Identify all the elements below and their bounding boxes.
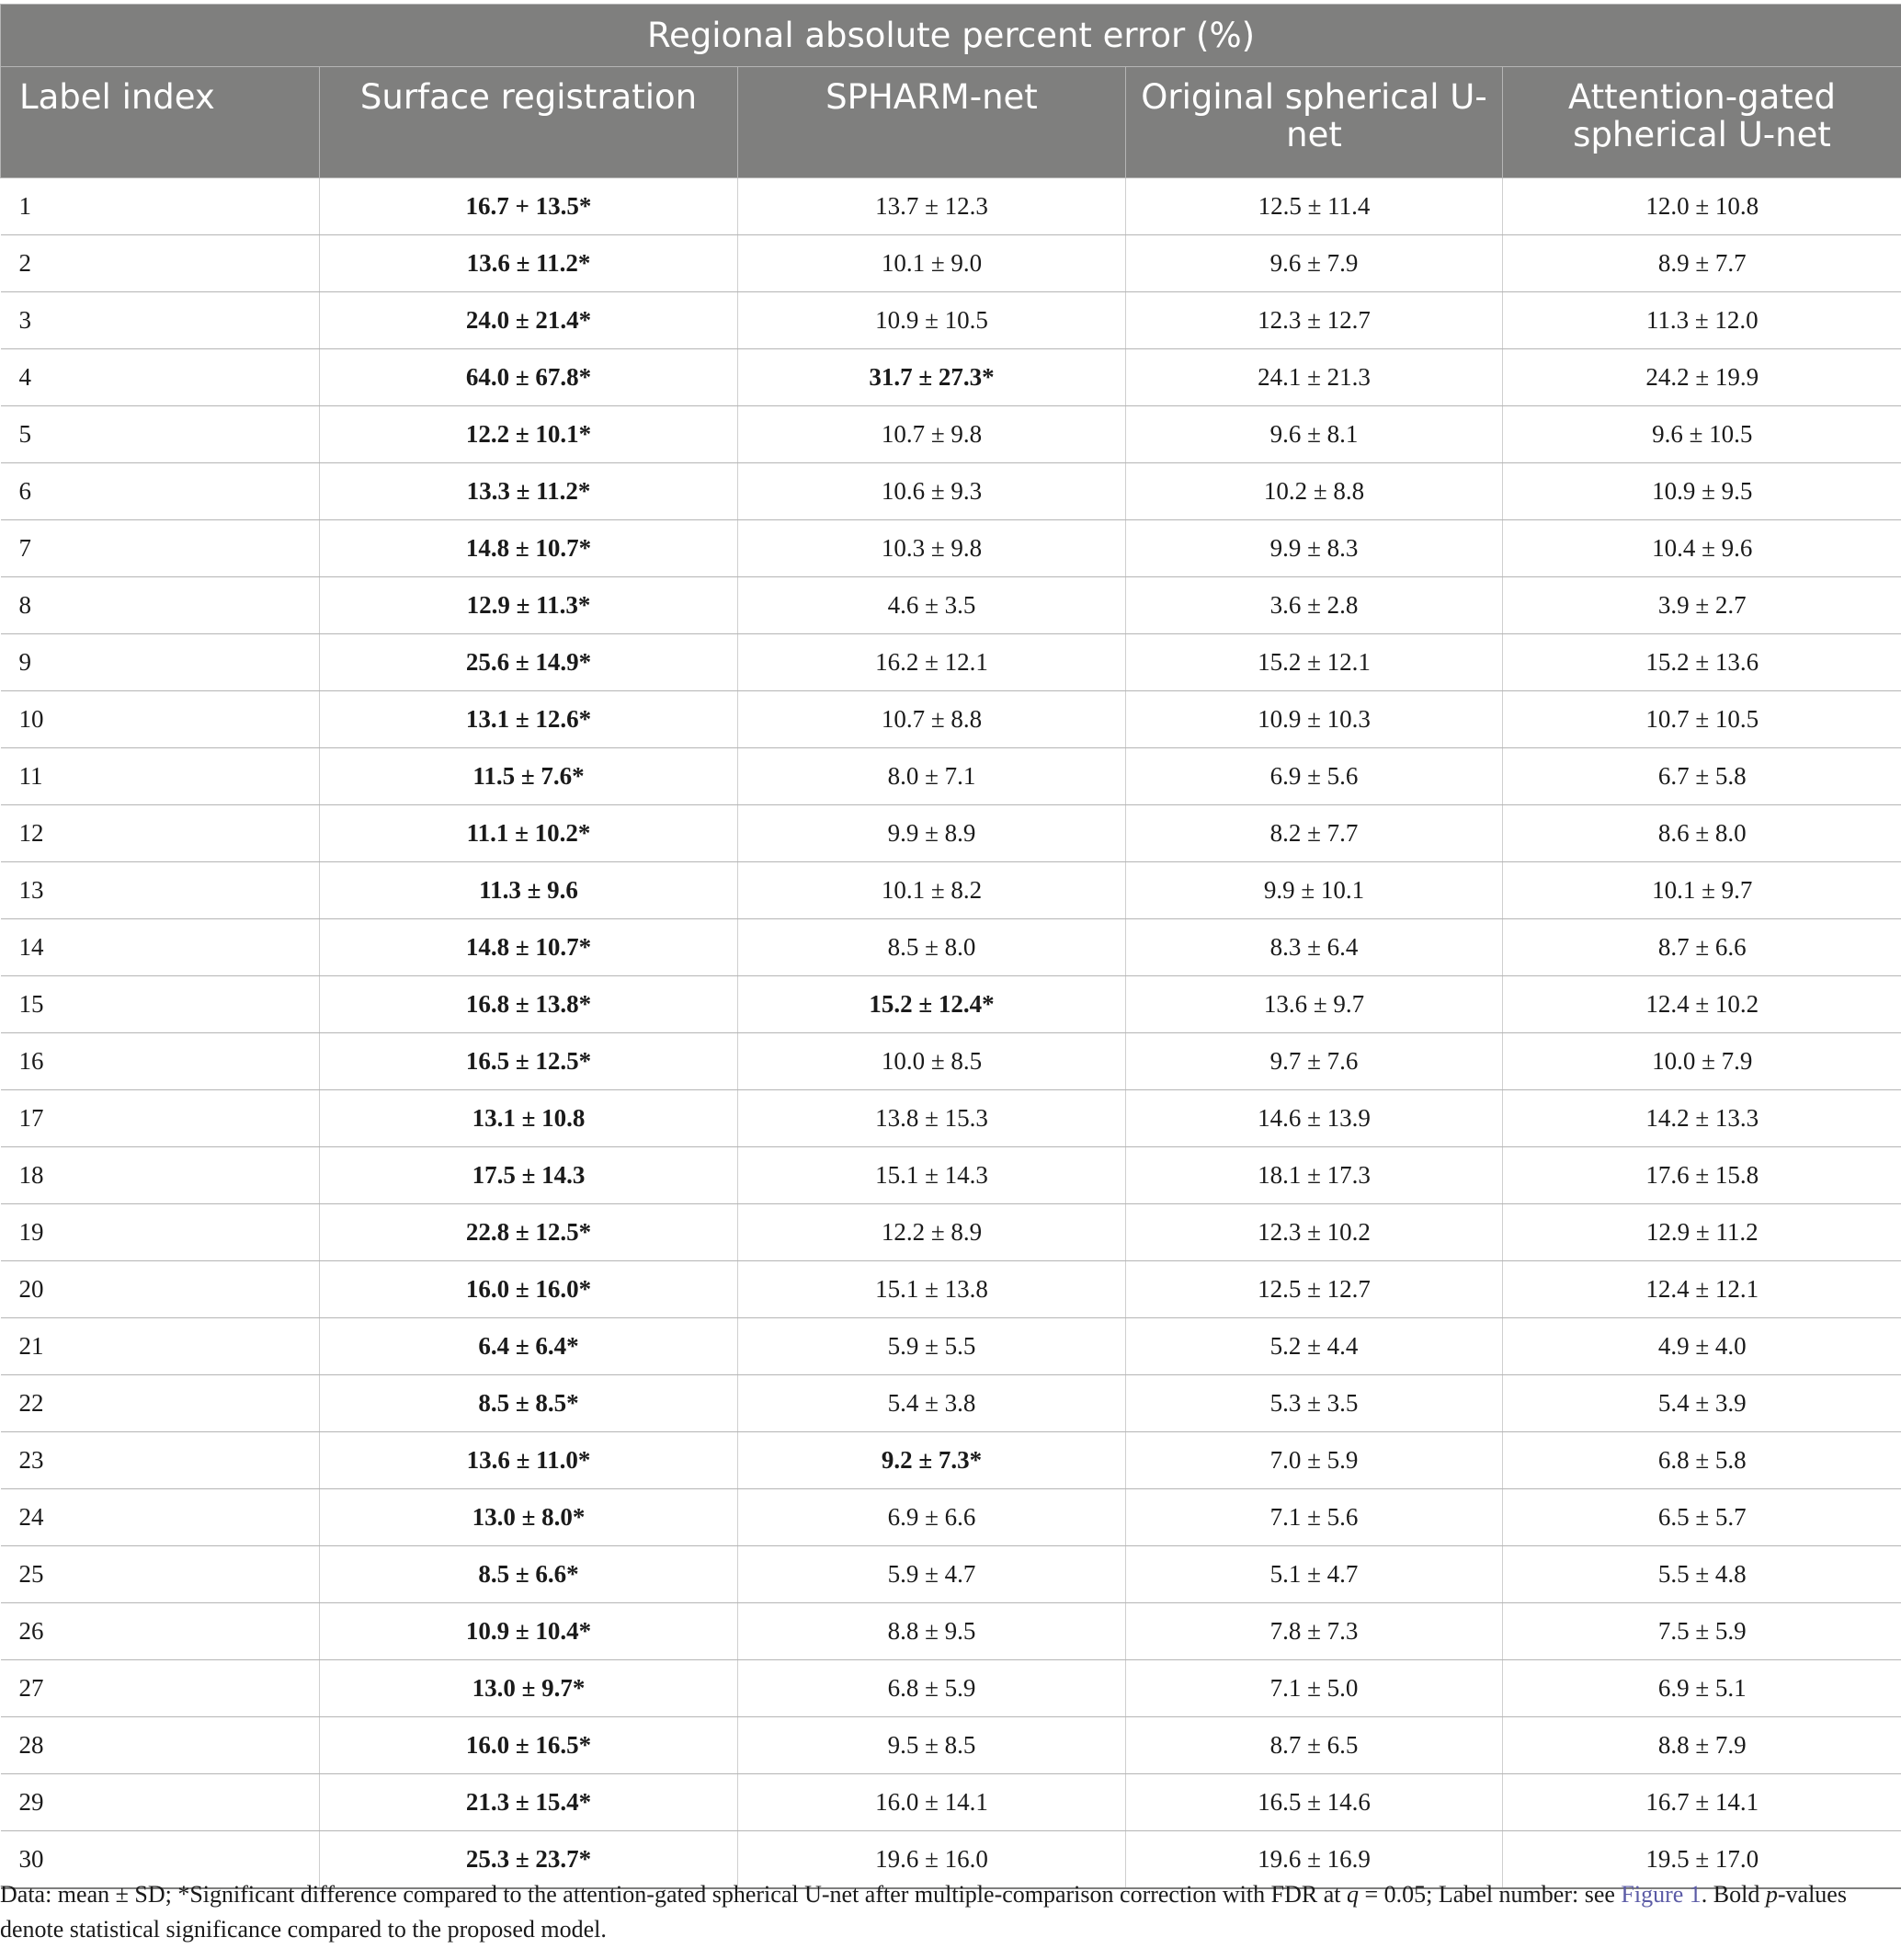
- cell-spharm-net: 9.9 ± 8.9: [738, 805, 1126, 862]
- cell-label-index: 26: [1, 1603, 320, 1660]
- cell-original-spherical-unet: 19.6 ± 16.9: [1126, 1831, 1503, 1889]
- cell-attention-gated-spherical-unet: 10.1 ± 9.7: [1503, 862, 1901, 919]
- cell-original-spherical-unet: 15.2 ± 12.1: [1126, 634, 1503, 691]
- cell-label-index: 2: [1, 235, 320, 292]
- cell-surface-registration: 13.0 ± 8.0*: [320, 1489, 738, 1546]
- cell-surface-registration: 13.1 ± 10.8: [320, 1090, 738, 1147]
- cell-label-index: 24: [1, 1489, 320, 1546]
- table-header: [1, 5, 1901, 178]
- cell-attention-gated-spherical-unet: 9.6 ± 10.5: [1503, 406, 1901, 463]
- table-row: [1, 178, 1901, 235]
- cell-attention-gated-spherical-unet: 8.8 ± 7.9: [1503, 1717, 1901, 1774]
- cell-surface-registration: 13.3 ± 11.2*: [320, 463, 738, 520]
- cell-spharm-net: 10.6 ± 9.3: [738, 463, 1126, 520]
- table-row: [1, 1603, 1901, 1660]
- cell-attention-gated-spherical-unet: 19.5 ± 17.0: [1503, 1831, 1901, 1889]
- cell-label-index: 22: [1, 1375, 320, 1432]
- cell-original-spherical-unet: 12.5 ± 12.7: [1126, 1261, 1503, 1318]
- cell-label-index: 5: [1, 406, 320, 463]
- cell-spharm-net: 15.1 ± 13.8: [738, 1261, 1126, 1318]
- cell-surface-registration: 16.5 ± 12.5*: [320, 1033, 738, 1090]
- cell-spharm-net: 15.1 ± 14.3: [738, 1147, 1126, 1204]
- table-row: [1, 1090, 1901, 1147]
- cell-attention-gated-spherical-unet: 8.6 ± 8.0: [1503, 805, 1901, 862]
- cell-attention-gated-spherical-unet: 3.9 ± 2.7: [1503, 577, 1901, 634]
- cell-surface-registration: 8.5 ± 6.6*: [320, 1546, 738, 1603]
- cell-original-spherical-unet: 9.9 ± 8.3: [1126, 520, 1503, 577]
- cell-original-spherical-unet: 14.6 ± 13.9: [1126, 1090, 1503, 1147]
- table-row: [1, 634, 1901, 691]
- cell-label-index: 30: [1, 1831, 320, 1889]
- cell-surface-registration: 16.0 ± 16.5*: [320, 1717, 738, 1774]
- cell-label-index: 15: [1, 976, 320, 1033]
- table-row: [1, 1375, 1901, 1432]
- table-row: [1, 577, 1901, 634]
- cell-original-spherical-unet: 18.1 ± 17.3: [1126, 1147, 1503, 1204]
- cell-label-index: 21: [1, 1318, 320, 1375]
- cell-original-spherical-unet: 9.9 ± 10.1: [1126, 862, 1503, 919]
- cell-attention-gated-spherical-unet: 10.4 ± 9.6: [1503, 520, 1901, 577]
- cell-surface-registration: 25.3 ± 23.7*: [320, 1831, 738, 1889]
- cell-spharm-net: 6.8 ± 5.9: [738, 1660, 1126, 1717]
- cell-spharm-net: 10.7 ± 9.8: [738, 406, 1126, 463]
- cell-attention-gated-spherical-unet: 10.7 ± 10.5: [1503, 691, 1901, 748]
- table-row: [1, 1774, 1901, 1831]
- cell-label-index: 11: [1, 748, 320, 805]
- cell-attention-gated-spherical-unet: 6.9 ± 5.1: [1503, 1660, 1901, 1717]
- cell-original-spherical-unet: 24.1 ± 21.3: [1126, 349, 1503, 406]
- cell-surface-registration: 21.3 ± 15.4*: [320, 1774, 738, 1831]
- column-header-surface-registration: Surface registration: [320, 67, 738, 178]
- cell-original-spherical-unet: 5.2 ± 4.4: [1126, 1318, 1503, 1375]
- cell-attention-gated-spherical-unet: 17.6 ± 15.8: [1503, 1147, 1901, 1204]
- cell-attention-gated-spherical-unet: 7.5 ± 5.9: [1503, 1603, 1901, 1660]
- table-row: [1, 1318, 1901, 1375]
- table-row: [1, 406, 1901, 463]
- cell-original-spherical-unet: 16.5 ± 14.6: [1126, 1774, 1503, 1831]
- cell-surface-registration: 24.0 ± 21.4*: [320, 292, 738, 349]
- column-header-attention-gated-spherical-unet: Attention-gated spherical U-net: [1503, 67, 1901, 178]
- table-row: [1, 1204, 1901, 1261]
- cell-label-index: 18: [1, 1147, 320, 1204]
- cell-surface-registration: 14.8 ± 10.7*: [320, 919, 738, 976]
- cell-surface-registration: 25.6 ± 14.9*: [320, 634, 738, 691]
- cell-spharm-net: 9.2 ± 7.3*: [738, 1432, 1126, 1489]
- cell-original-spherical-unet: 7.0 ± 5.9: [1126, 1432, 1503, 1489]
- cell-original-spherical-unet: 6.9 ± 5.6: [1126, 748, 1503, 805]
- cell-spharm-net: 9.5 ± 8.5: [738, 1717, 1126, 1774]
- cell-original-spherical-unet: 12.5 ± 11.4: [1126, 178, 1503, 235]
- cell-original-spherical-unet: 8.7 ± 6.5: [1126, 1717, 1503, 1774]
- cell-spharm-net: 10.3 ± 9.8: [738, 520, 1126, 577]
- cell-attention-gated-spherical-unet: 10.0 ± 7.9: [1503, 1033, 1901, 1090]
- column-header-spharm-net: SPHARM-net: [738, 67, 1126, 178]
- cell-attention-gated-spherical-unet: 6.8 ± 5.8: [1503, 1432, 1901, 1489]
- cell-spharm-net: 19.6 ± 16.0: [738, 1831, 1126, 1889]
- table-row: [1, 976, 1901, 1033]
- cell-spharm-net: 5.9 ± 4.7: [738, 1546, 1126, 1603]
- cell-surface-registration: 11.5 ± 7.6*: [320, 748, 738, 805]
- table-row: [1, 919, 1901, 976]
- cell-attention-gated-spherical-unet: 12.4 ± 10.2: [1503, 976, 1901, 1033]
- cell-label-index: 27: [1, 1660, 320, 1717]
- cell-attention-gated-spherical-unet: 15.2 ± 13.6: [1503, 634, 1901, 691]
- cell-surface-registration: 12.9 ± 11.3*: [320, 577, 738, 634]
- cell-attention-gated-spherical-unet: 24.2 ± 19.9: [1503, 349, 1901, 406]
- cell-original-spherical-unet: 7.1 ± 5.0: [1126, 1660, 1503, 1717]
- column-header-original-spherical-unet: Original spherical U-net: [1126, 67, 1503, 178]
- cell-label-index: 29: [1, 1774, 320, 1831]
- cell-original-spherical-unet: 8.3 ± 6.4: [1126, 919, 1503, 976]
- cell-label-index: 16: [1, 1033, 320, 1090]
- cell-attention-gated-spherical-unet: 8.9 ± 7.7: [1503, 235, 1901, 292]
- cell-spharm-net: 16.0 ± 14.1: [738, 1774, 1126, 1831]
- cell-attention-gated-spherical-unet: 4.9 ± 4.0: [1503, 1318, 1901, 1375]
- cell-label-index: 8: [1, 577, 320, 634]
- cell-label-index: 4: [1, 349, 320, 406]
- cell-spharm-net: 10.0 ± 8.5: [738, 1033, 1126, 1090]
- table-row: [1, 862, 1901, 919]
- table-row: [1, 805, 1901, 862]
- table-title-row: [1, 5, 1901, 67]
- cell-spharm-net: 13.7 ± 12.3: [738, 178, 1126, 235]
- cell-spharm-net: 10.7 ± 8.8: [738, 691, 1126, 748]
- footnote-q-variable: q: [1346, 1881, 1359, 1908]
- cell-label-index: 14: [1, 919, 320, 976]
- cell-label-index: 19: [1, 1204, 320, 1261]
- table-row: [1, 1033, 1901, 1090]
- cell-surface-registration: 16.8 ± 13.8*: [320, 976, 738, 1033]
- cell-label-index: 13: [1, 862, 320, 919]
- table-footnote: [0, 1877, 1901, 1947]
- cell-surface-registration: 10.9 ± 10.4*: [320, 1603, 738, 1660]
- cell-spharm-net: 10.1 ± 8.2: [738, 862, 1126, 919]
- cell-spharm-net: 12.2 ± 8.9: [738, 1204, 1126, 1261]
- cell-attention-gated-spherical-unet: 5.5 ± 4.8: [1503, 1546, 1901, 1603]
- cell-original-spherical-unet: 12.3 ± 10.2: [1126, 1204, 1503, 1261]
- cell-attention-gated-spherical-unet: 6.5 ± 5.7: [1503, 1489, 1901, 1546]
- table-row: [1, 1546, 1901, 1603]
- cell-attention-gated-spherical-unet: 5.4 ± 3.9: [1503, 1375, 1901, 1432]
- cell-label-index: 25: [1, 1546, 320, 1603]
- column-header-row: [1, 67, 1901, 178]
- cell-label-index: 20: [1, 1261, 320, 1318]
- cell-spharm-net: 10.1 ± 9.0: [738, 235, 1126, 292]
- cell-spharm-net: 5.9 ± 5.5: [738, 1318, 1126, 1375]
- cell-original-spherical-unet: 5.3 ± 3.5: [1126, 1375, 1503, 1432]
- cell-original-spherical-unet: 10.9 ± 10.3: [1126, 691, 1503, 748]
- table-row: [1, 1660, 1901, 1717]
- table-row: [1, 691, 1901, 748]
- cell-original-spherical-unet: 7.1 ± 5.6: [1126, 1489, 1503, 1546]
- footnote-text-4: -values denote statistical significance compared to the proposed model.: [0, 1881, 1847, 1943]
- cell-surface-registration: 13.6 ± 11.2*: [320, 235, 738, 292]
- cell-spharm-net: 8.8 ± 9.5: [738, 1603, 1126, 1660]
- column-header-label-index: Label index: [1, 67, 320, 178]
- cell-original-spherical-unet: 3.6 ± 2.8: [1126, 577, 1503, 634]
- table-row: [1, 748, 1901, 805]
- cell-label-index: 1: [1, 178, 320, 235]
- cell-attention-gated-spherical-unet: 8.7 ± 6.6: [1503, 919, 1901, 976]
- cell-spharm-net: 6.9 ± 6.6: [738, 1489, 1126, 1546]
- table-row: [1, 1147, 1901, 1204]
- cell-label-index: 3: [1, 292, 320, 349]
- results-table: [0, 4, 1901, 1889]
- cell-attention-gated-spherical-unet: 6.7 ± 5.8: [1503, 748, 1901, 805]
- cell-attention-gated-spherical-unet: 11.3 ± 12.0: [1503, 292, 1901, 349]
- cell-surface-registration: 14.8 ± 10.7*: [320, 520, 738, 577]
- cell-label-index: 6: [1, 463, 320, 520]
- table-title: Regional absolute percent error (%): [1, 5, 1901, 67]
- footnote-text-3: . Bold: [1701, 1881, 1766, 1908]
- cell-label-index: 23: [1, 1432, 320, 1489]
- cell-label-index: 17: [1, 1090, 320, 1147]
- table-row: [1, 235, 1901, 292]
- cell-label-index: 12: [1, 805, 320, 862]
- cell-surface-registration: 22.8 ± 12.5*: [320, 1204, 738, 1261]
- cell-spharm-net: 10.9 ± 10.5: [738, 292, 1126, 349]
- cell-attention-gated-spherical-unet: 12.9 ± 11.2: [1503, 1204, 1901, 1261]
- cell-surface-registration: 16.7 + 13.5*: [320, 178, 738, 235]
- footnote-text-1: Data: mean ± SD; *Significant difference compared to the attention-gated spherical U-net after multiple-comparison correction with FDR at: [0, 1881, 1347, 1908]
- cell-original-spherical-unet: 9.7 ± 7.6: [1126, 1033, 1503, 1090]
- cell-label-index: 10: [1, 691, 320, 748]
- table-row: [1, 1717, 1901, 1774]
- cell-spharm-net: 31.7 ± 27.3*: [738, 349, 1126, 406]
- cell-surface-registration: 16.0 ± 16.0*: [320, 1261, 738, 1318]
- cell-surface-registration: 8.5 ± 8.5*: [320, 1375, 738, 1432]
- cell-original-spherical-unet: 5.1 ± 4.7: [1126, 1546, 1503, 1603]
- cell-spharm-net: 13.8 ± 15.3: [738, 1090, 1126, 1147]
- cell-spharm-net: 15.2 ± 12.4*: [738, 976, 1126, 1033]
- cell-attention-gated-spherical-unet: 12.0 ± 10.8: [1503, 178, 1901, 235]
- cell-spharm-net: 8.5 ± 8.0: [738, 919, 1126, 976]
- results-table-container: [0, 4, 1901, 1889]
- table-row: [1, 349, 1901, 406]
- footnote-p-variable: p: [1765, 1881, 1778, 1908]
- table-row: [1, 292, 1901, 349]
- table-row: [1, 463, 1901, 520]
- cell-surface-registration: 11.3 ± 9.6: [320, 862, 738, 919]
- cell-spharm-net: 4.6 ± 3.5: [738, 577, 1126, 634]
- cell-original-spherical-unet: 13.6 ± 9.7: [1126, 976, 1503, 1033]
- cell-surface-registration: 13.1 ± 12.6*: [320, 691, 738, 748]
- cell-original-spherical-unet: 12.3 ± 12.7: [1126, 292, 1503, 349]
- table-row: [1, 1432, 1901, 1489]
- table-row: [1, 520, 1901, 577]
- cell-original-spherical-unet: 8.2 ± 7.7: [1126, 805, 1503, 862]
- cell-surface-registration: 13.0 ± 9.7*: [320, 1660, 738, 1717]
- cell-label-index: 28: [1, 1717, 320, 1774]
- cell-surface-registration: 17.5 ± 14.3: [320, 1147, 738, 1204]
- cell-original-spherical-unet: 10.2 ± 8.8: [1126, 463, 1503, 520]
- cell-spharm-net: 16.2 ± 12.1: [738, 634, 1126, 691]
- table-row: [1, 1489, 1901, 1546]
- cell-original-spherical-unet: 7.8 ± 7.3: [1126, 1603, 1503, 1660]
- cell-surface-registration: 12.2 ± 10.1*: [320, 406, 738, 463]
- cell-spharm-net: 5.4 ± 3.8: [738, 1375, 1126, 1432]
- table-row: [1, 1261, 1901, 1318]
- cell-attention-gated-spherical-unet: 12.4 ± 12.1: [1503, 1261, 1901, 1318]
- cell-surface-registration: 13.6 ± 11.0*: [320, 1432, 738, 1489]
- footnote-text-2: = 0.05; Label number: see: [1358, 1881, 1622, 1908]
- cell-original-spherical-unet: 9.6 ± 7.9: [1126, 235, 1503, 292]
- cell-attention-gated-spherical-unet: 10.9 ± 9.5: [1503, 463, 1901, 520]
- cell-surface-registration: 11.1 ± 10.2*: [320, 805, 738, 862]
- cell-surface-registration: 64.0 ± 67.8*: [320, 349, 738, 406]
- cell-original-spherical-unet: 9.6 ± 8.1: [1126, 406, 1503, 463]
- cell-spharm-net: 8.0 ± 7.1: [738, 748, 1126, 805]
- cell-attention-gated-spherical-unet: 16.7 ± 14.1: [1503, 1774, 1901, 1831]
- figure-1-link[interactable]: Figure 1: [1621, 1881, 1702, 1908]
- cell-label-index: 7: [1, 520, 320, 577]
- cell-surface-registration: 6.4 ± 6.4*: [320, 1318, 738, 1375]
- cell-attention-gated-spherical-unet: 14.2 ± 13.3: [1503, 1090, 1901, 1147]
- table-body: [1, 178, 1901, 1889]
- cell-label-index: 9: [1, 634, 320, 691]
